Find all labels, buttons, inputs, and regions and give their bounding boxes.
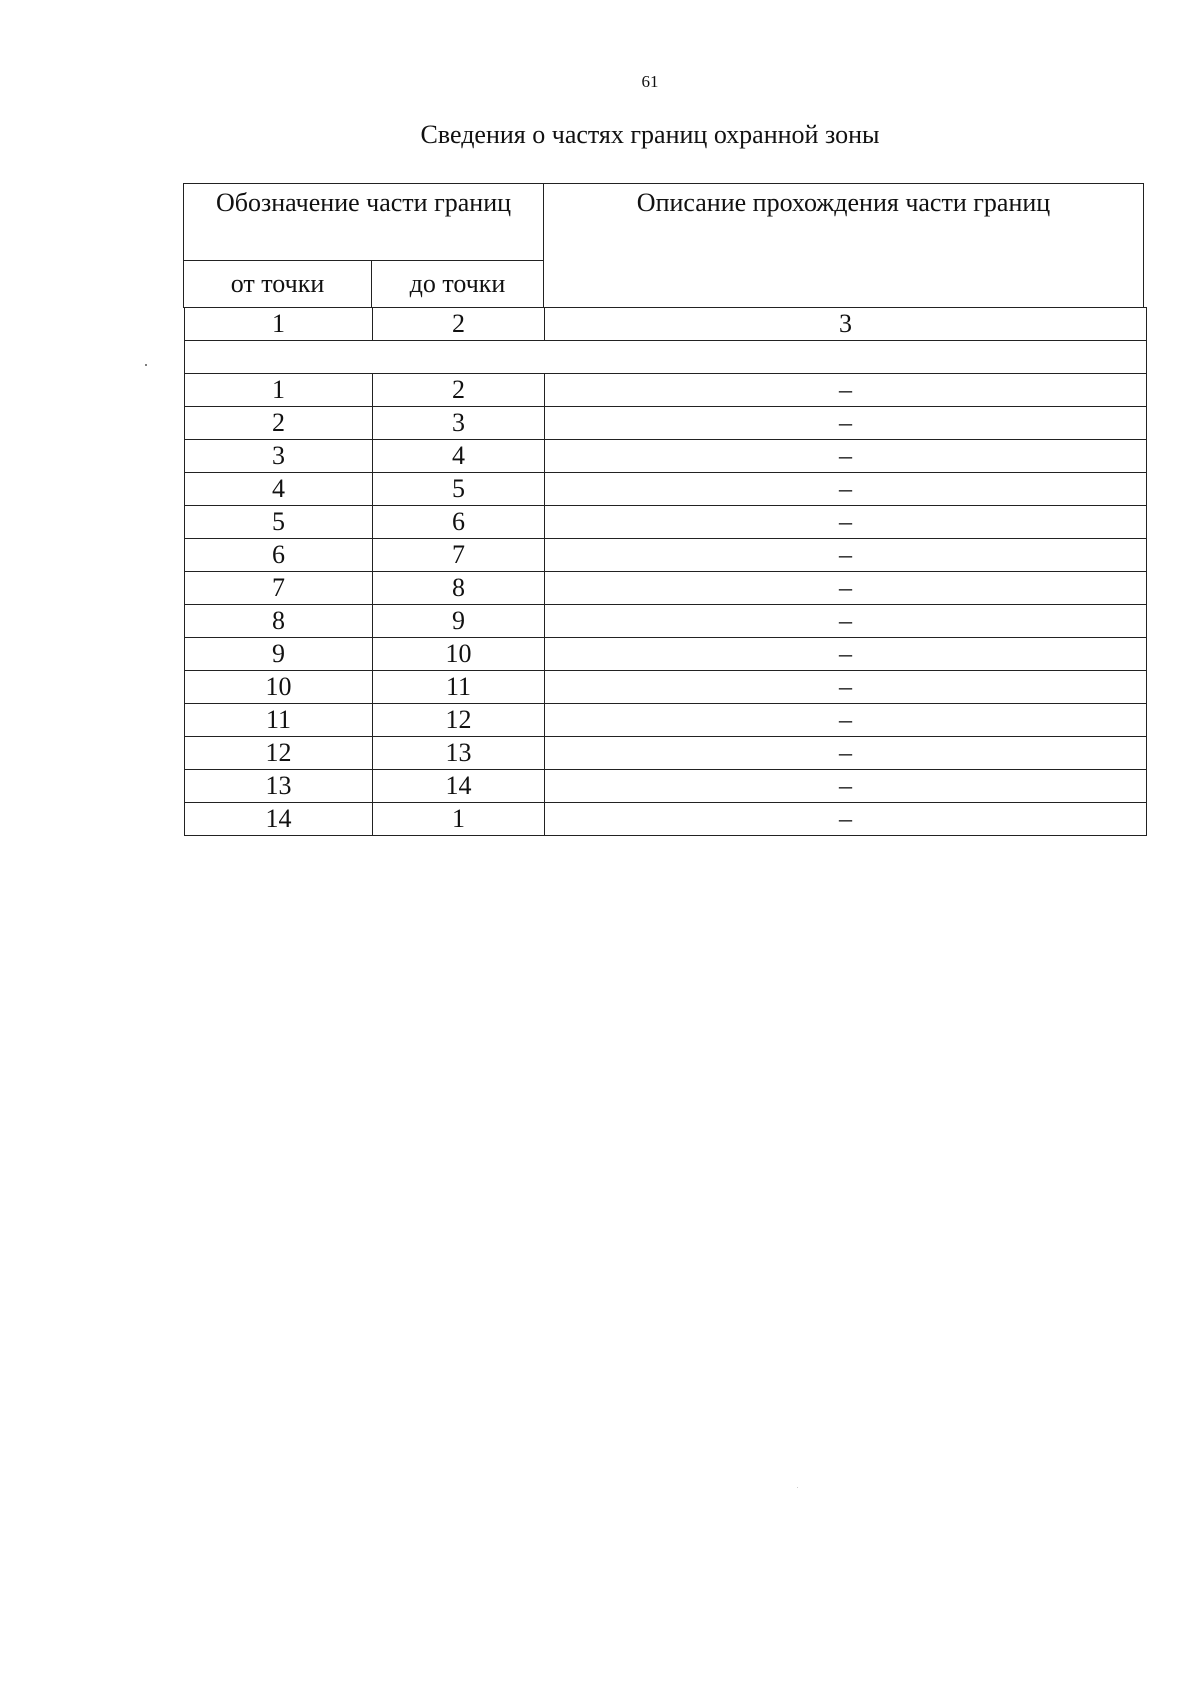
table-row <box>185 407 1147 440</box>
description-dash: – <box>839 606 852 635</box>
table-row <box>185 440 1147 473</box>
from-point-cell: 11 <box>185 704 373 737</box>
description-cell <box>545 539 1147 572</box>
header-designation: Обозначение части границ <box>184 184 544 261</box>
header-description: Описание прохождения части границ <box>544 184 1144 308</box>
from-point-cell: 2 <box>185 407 373 440</box>
table-row <box>185 803 1147 836</box>
table-row <box>185 572 1147 605</box>
empty-section-row <box>185 341 1147 374</box>
to-point-cell: 10 <box>373 638 545 671</box>
table-row <box>185 506 1147 539</box>
description-cell <box>545 440 1147 473</box>
description-dash: – <box>839 474 852 503</box>
to-point-cell: 14 <box>373 770 545 803</box>
table-row <box>185 770 1147 803</box>
description-cell <box>545 407 1147 440</box>
description-dash: – <box>839 507 852 536</box>
document-title: Сведения о частях границ охранной зоны <box>420 120 880 149</box>
from-point-cell: 9 <box>185 638 373 671</box>
to-point-cell: 5 <box>373 473 545 506</box>
from-point-cell: 13 <box>185 770 373 803</box>
to-point-cell: 11 <box>373 671 545 704</box>
from-point-cell: 3 <box>185 440 373 473</box>
description-dash: – <box>839 573 852 602</box>
from-point-cell: 8 <box>185 605 373 638</box>
table-row <box>185 605 1147 638</box>
scan-speck <box>145 364 147 366</box>
to-point-cell: 2 <box>373 374 545 407</box>
description-cell <box>545 638 1147 671</box>
description-cell <box>545 803 1147 836</box>
to-point-cell: 9 <box>373 605 545 638</box>
empty-section-cell <box>185 341 1147 374</box>
description-dash: – <box>839 639 852 668</box>
description-cell <box>545 770 1147 803</box>
from-point-cell: 14 <box>185 803 373 836</box>
description-dash: – <box>839 375 852 404</box>
table-row <box>185 671 1147 704</box>
description-dash: – <box>839 441 852 470</box>
to-point-cell: 4 <box>373 440 545 473</box>
description-dash: – <box>839 408 852 437</box>
column-number: 2 <box>373 308 545 341</box>
description-dash: – <box>839 705 852 734</box>
description-cell <box>545 671 1147 704</box>
scan-speck <box>797 1487 798 1488</box>
to-point-cell: 7 <box>373 539 545 572</box>
description-dash: – <box>839 804 852 833</box>
table-row <box>185 374 1147 407</box>
table-row <box>185 737 1147 770</box>
description-cell <box>545 605 1147 638</box>
from-point-cell: 4 <box>185 473 373 506</box>
boundary-table-body <box>184 307 1147 836</box>
description-cell <box>545 374 1147 407</box>
header-from-point: от точки <box>184 261 372 308</box>
description-dash: – <box>839 672 852 701</box>
to-point-cell: 13 <box>373 737 545 770</box>
description-cell <box>545 737 1147 770</box>
from-point-cell: 7 <box>185 572 373 605</box>
from-point-cell: 1 <box>185 374 373 407</box>
from-point-cell: 5 <box>185 506 373 539</box>
column-number-row <box>185 308 1147 341</box>
boundary-table-header <box>183 183 1144 308</box>
to-point-cell: 6 <box>373 506 545 539</box>
from-point-cell: 10 <box>185 671 373 704</box>
page-number: 61 <box>641 72 659 91</box>
table-row <box>185 638 1147 671</box>
to-point-cell: 12 <box>373 704 545 737</box>
description-cell <box>545 506 1147 539</box>
table-row <box>185 704 1147 737</box>
from-point-cell: 12 <box>185 737 373 770</box>
to-point-cell: 1 <box>373 803 545 836</box>
description-cell <box>545 572 1147 605</box>
description-dash: – <box>839 738 852 767</box>
table-row <box>185 473 1147 506</box>
table-row <box>185 539 1147 572</box>
to-point-cell: 8 <box>373 572 545 605</box>
description-cell <box>545 704 1147 737</box>
column-number: 3 <box>545 308 1147 341</box>
from-point-cell: 6 <box>185 539 373 572</box>
to-point-cell: 3 <box>373 407 545 440</box>
description-dash: – <box>839 540 852 569</box>
description-cell <box>545 473 1147 506</box>
column-number: 1 <box>185 308 373 341</box>
description-dash: – <box>839 771 852 800</box>
header-to-point: до точки <box>372 261 544 308</box>
